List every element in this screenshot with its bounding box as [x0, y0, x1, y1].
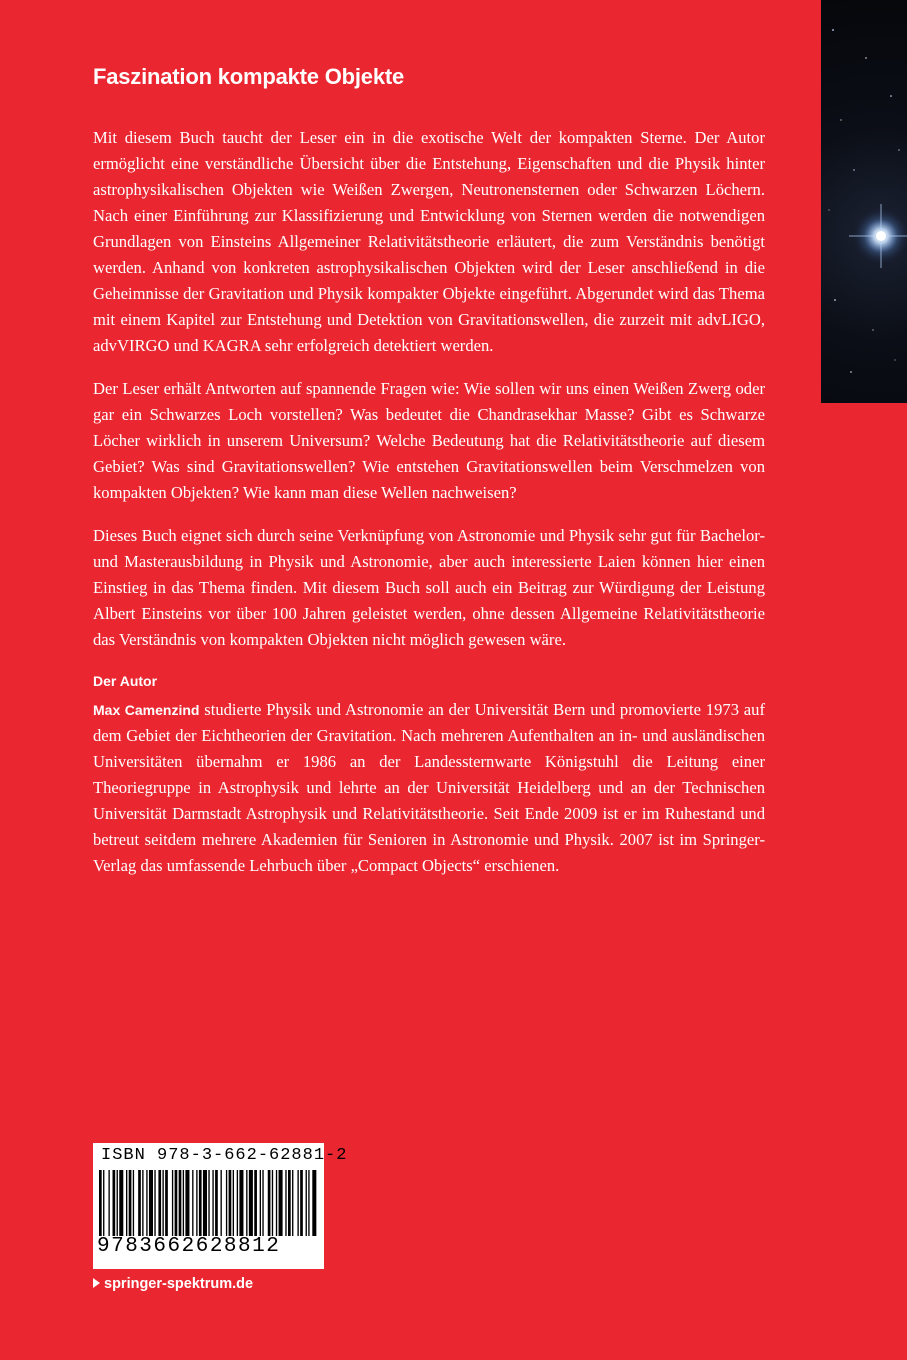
- barcode-bar: [239, 1170, 243, 1236]
- barcode-bar: [133, 1170, 134, 1236]
- barcode-bar: [154, 1170, 155, 1236]
- barcode-bar: [279, 1170, 283, 1236]
- barcode-bar: [262, 1170, 263, 1236]
- barcode-bar: [233, 1170, 234, 1236]
- barcode-bar: [142, 1170, 143, 1236]
- barcode-bar: [308, 1170, 309, 1236]
- book-title: Faszination kompakte Objekte: [93, 64, 405, 89]
- barcode-bar: [108, 1170, 109, 1236]
- barcode-bars: [99, 1170, 317, 1236]
- barcode-bar: [221, 1170, 222, 1236]
- barcode-bar: [117, 1170, 118, 1236]
- website-text: springer-spektrum.de: [104, 1276, 254, 1292]
- barcode-bar: [158, 1170, 161, 1236]
- barcode-bar: [272, 1170, 273, 1236]
- barcode-bar: [306, 1170, 307, 1236]
- barcode-bar: [246, 1170, 247, 1236]
- description-paragraph-3: Dieses Buch eignet sich durch seine Verknüpfung von Astronomie und Physik sehr gut für Bachelor- und Masterausbildung in Physik und Astronomie, aber auch interessierte Laien können hier einen Einstieg in das Thema finden. Mit diesem Buch soll auch ein Beitrag zur Würdigung der Leistung Albert Einsteins vor über 100 Jahren geleistet werden, ohne dessen Allgemeine Relativitätstheorie das Verständnis von kompakten Objekten nicht möglich gewesen wäre.: [93, 526, 765, 649]
- barcode-bar: [185, 1170, 189, 1236]
- barcode-bar: [113, 1170, 116, 1236]
- barcode-bar: [260, 1170, 261, 1236]
- barcode-bar: [249, 1170, 253, 1236]
- arrow-right-icon: [93, 1278, 100, 1288]
- star-field-image: [821, 0, 907, 403]
- barcode-bar: [312, 1170, 316, 1236]
- isbn-barcode: [93, 1143, 348, 1269]
- barcode-bar: [226, 1170, 227, 1236]
- author-heading: Der Autor: [93, 673, 158, 689]
- barcode-bar: [165, 1170, 168, 1236]
- barcode-bar: [99, 1170, 102, 1236]
- barcode-bar: [179, 1170, 182, 1236]
- barcode-bar: [297, 1170, 298, 1236]
- barcode-bar: [229, 1170, 232, 1236]
- barcode-bar: [103, 1170, 104, 1236]
- barcode-bar: [138, 1170, 141, 1236]
- barcode-bar: [192, 1170, 193, 1236]
- barcode-bar: [183, 1170, 184, 1236]
- barcode-bar: [300, 1170, 303, 1236]
- author-bio-text: studierte Physik und Astronomie an der Universität Bern und promovierte 1973 auf dem Gebiet der Eichtheorien der Gravitation. Nach mehreren Aufenthalten an in- und ausländischen Universitäten übernahm er 1986 an der Landessternwarte Königstuhl die Leitung einer Theoriegruppe in Astrophysik und lehrte an der Universität Heidelberg und an der Technischen Universität Darmstadt Astrophysik und Relativitätstheorie. Seit Ende 2009 ist er im Ruhestand und betreut seitdem mehrere Akademien für Senioren in Astronomie und Physik. 2007 ist im Springer-Verlag das umfassende Lehrbuch über „Compact Objects“ erschienen.: [93, 700, 765, 875]
- barcode-bar: [237, 1170, 238, 1236]
- isbn-label: ISBN 978-3-662-62881-2: [101, 1146, 348, 1165]
- barcode-bar: [276, 1170, 277, 1236]
- barcode-bar: [199, 1170, 202, 1236]
- barcode-digits: 9783662628812: [97, 1235, 281, 1258]
- barcode-bar: [119, 1170, 123, 1236]
- barcode-bar: [149, 1170, 153, 1236]
- barcode-bar: [292, 1170, 293, 1236]
- barcode-bar: [196, 1170, 197, 1236]
- publisher-website: [93, 1276, 253, 1292]
- barcode-bar: [285, 1170, 286, 1236]
- barcode-bar: [162, 1170, 163, 1236]
- author-name: Max Camenzind: [93, 702, 200, 718]
- barcode-bar: [175, 1170, 178, 1236]
- barcode-bar: [208, 1170, 209, 1236]
- description-paragraph-1: Mit diesem Buch taucht der Leser ein in die exotische Welt der kompakten Sterne. Der Autor ermöglicht eine verständliche Übersicht über die Entstehung, Eigenschaften und die Physik hinter astrophysikalischen Objekten wie Weißen Zwergen, Neutronensternen oder Schwarzen Löchern. Nach einer Einführung zur Klassifizierung und Entwicklung von Sternen werden die notwendigen Grundlagen von Einsteins Allgemeiner Relativitätstheorie erläutert, die zum Verständnis benötigt werden. Anhand von konkreten astrophysikalischen Objekten wird der Leser anschließend in die Geheimnisse der Gravitation und Physik kompakter Objekte eingeführt. Abgerundet wird das Thema mit einem Kapitel zur Entstehung und Detektion von Gravitationswellen, die zurzeit mit advLIGO, advVIRGO und KAGRA sehr erfolgreich detektiert werden.: [93, 128, 765, 355]
- barcode-bar: [146, 1170, 147, 1236]
- barcode-bar: [268, 1170, 271, 1236]
- author-bio: [93, 697, 765, 879]
- barcode-bar: [172, 1170, 173, 1236]
- barcode-bar: [254, 1170, 257, 1236]
- back-cover-text: [93, 62, 765, 896]
- barcode-bar: [215, 1170, 218, 1236]
- barcode-bar: [203, 1170, 207, 1236]
- barcode-bar: [288, 1170, 291, 1236]
- barcode-bar: [212, 1170, 213, 1236]
- barcode-bar: [126, 1170, 127, 1236]
- description-paragraph-2: Der Leser erhält Antworten auf spannende Fragen wie: Wie sollen wir uns einen Weißen Zwerg oder gar ein Schwarzes Loch vorstellen? Was bedeutet die Chandrasekhar Masse? Gibt es Schwarze Löcher wirklich in unserem Universum? Welche Bedeutung hat die Relativitätstheorie auf diesem Gebiet? Was sind Gravitationswellen? Wie entstehen Gravitationswellen beim Verschmelzen von kompakten Objekten? Wie kann man diese Wellen nachweisen?: [93, 379, 765, 502]
- barcode-bar: [129, 1170, 132, 1236]
